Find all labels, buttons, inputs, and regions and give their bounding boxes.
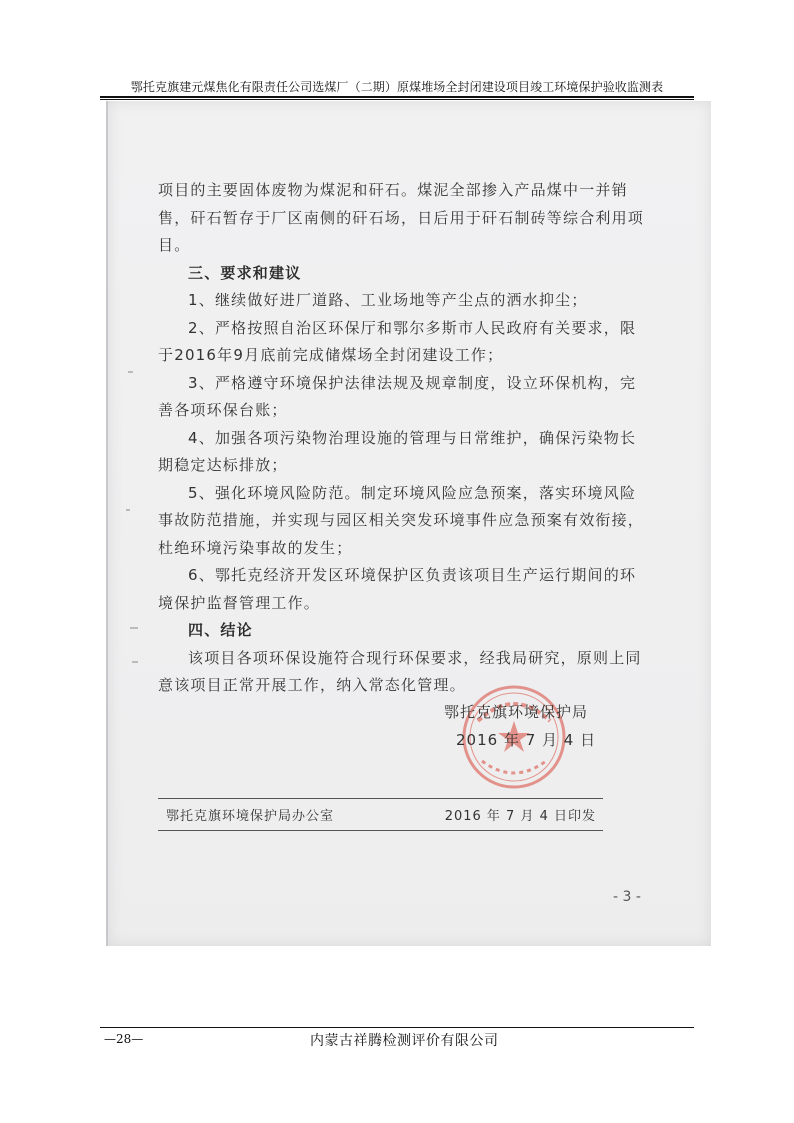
body-text bbox=[158, 177, 648, 700]
footer-rule-top bbox=[158, 798, 603, 799]
scan-speck bbox=[128, 371, 133, 373]
section-heading: 四、结论 bbox=[188, 621, 253, 639]
header-rule-thin bbox=[100, 99, 694, 100]
signature-date: 2016 年 7 月 4 日 bbox=[456, 731, 597, 749]
page-header-title: 鄂托克旗建元煤焦化有限责任公司选煤厂（二期）原煤堆场全封闭建设项目竣工环境保护验收监测表 bbox=[130, 80, 664, 94]
scan-speck bbox=[126, 509, 130, 511]
paragraph: 该项目各项环保设施符合现行环保要求，经我局研究，原则上同意该项目正常开展工作，纳入常态化管理。 bbox=[158, 648, 642, 694]
paragraph: 2、严格按照自治区环保厅和鄂尔多斯市人民政府有关要求，限于2016年9月底前完成储煤场全封闭建设工作； bbox=[158, 318, 637, 364]
signature-org: 鄂托克旗环境保护局 bbox=[444, 703, 589, 721]
paragraph: 6、鄂托克经济开发区环境保护区负责该项目生产运行期间的环境保护监督管理工作。 bbox=[158, 566, 637, 612]
paragraph: 3、严格遵守环境保护法律法规及规章制度，设立环保机构，完善各项环保台账； bbox=[158, 373, 637, 419]
issue-date: 2016 年 7 月 4 日印发 bbox=[444, 809, 596, 824]
signature-block bbox=[444, 698, 614, 754]
page-footer-company: 内蒙古祥腾检测评价有限公司 bbox=[310, 1033, 499, 1049]
paragraph: 项目的主要固体废物为煤泥和矸石。煤泥全部掺入产品煤中一并销售，矸石暂存于厂区南侧的矸石场，日后用于矸石制砖等综合利用项目。 bbox=[158, 181, 645, 254]
scan-speck bbox=[130, 627, 138, 629]
header-rule bbox=[100, 96, 694, 98]
paragraph: 4、加强各项污染物治理设施的管理与日常维护，确保污染物长期稳定达标排放； bbox=[158, 428, 637, 474]
scan-speck bbox=[132, 661, 138, 663]
page-footer-number: —28— bbox=[104, 1032, 144, 1046]
paragraph: 1、继续做好进厂道路、工业场地等产尘点的洒水抑尘； bbox=[188, 291, 588, 309]
scanned-document bbox=[106, 101, 711, 946]
issuer: 鄂托克旗环境保护局办公室 bbox=[166, 809, 335, 824]
paragraph: 5、强化环境风险防范。制定环境风险应急预案，落实环境风险事故防范措施，并实现与园区相关突发环境事件应急预案有效衔接，杜绝环境污染事故的发生； bbox=[158, 483, 645, 557]
section-heading: 三、要求和建议 bbox=[188, 263, 302, 282]
bottom-rule bbox=[100, 1027, 694, 1028]
scan-page-number: - 3 - bbox=[613, 889, 641, 905]
issuance-line bbox=[166, 805, 596, 824]
footer-rule-bottom bbox=[158, 830, 603, 831]
